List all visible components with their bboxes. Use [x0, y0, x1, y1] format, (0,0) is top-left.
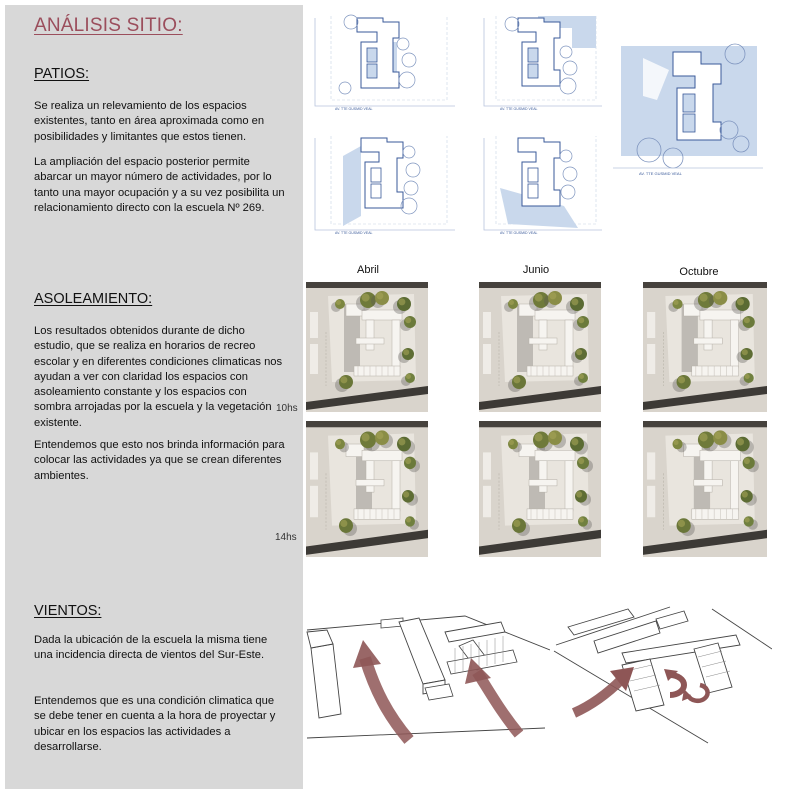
month-label-abril: Abril: [356, 264, 379, 276]
month-label-junio: Junio: [522, 264, 550, 276]
street-label: AV. TTE GUSMID VEAL: [500, 231, 538, 235]
hour-label-14hs: 14hs: [275, 532, 297, 543]
hour-label-10hs: 10hs: [276, 403, 298, 414]
patios-plan-large: [603, 40, 769, 180]
sun-render-1-1: [479, 421, 601, 557]
vientos-heading: VIENTOS:: [34, 603, 102, 619]
wind-diagram-1: [305, 610, 550, 745]
patios-paragraph-1: Se realiza un relevamiento de los espacios existentes, tanto en área aproximada como en posibilidades y limitantes que estos tienen.: [34, 100, 265, 143]
patios-plan-3: [305, 132, 465, 238]
month-label-octubre: Octubre: [679, 266, 719, 278]
sun-render-1-2: [643, 421, 767, 557]
vientos-paragraph-2: Entendemos que es una condición climatica que se debe tener en cuenta a la hora de proyectar y ubicar en los espacios las actividades a desarrollarse.: [34, 695, 276, 753]
patios-paragraph-2: La ampliación del espacio posterior permite abarcar un mayor número de actividades, por lo tanto una mayor ocupación y a su vez posibilita un relacionamiento directo con la escuela Nº 269.: [34, 156, 285, 214]
patios-plan-1: [305, 8, 465, 114]
street-label: AV. TTE GUSMID VEAL: [335, 231, 373, 235]
street-label: AV. TTE GUSMID VEAL: [500, 107, 538, 111]
patios-heading: PATIOS:: [34, 66, 90, 82]
asoleamiento-heading: ASOLEAMIENTO:: [34, 291, 153, 307]
patios-plan-4: [478, 132, 608, 238]
street-label: AV. TTE GUSMID VEAL: [335, 107, 373, 111]
sun-render-1-0: [306, 421, 428, 557]
street-label: AV. TTE GUSMID VEAL: [639, 171, 682, 176]
patios-plan-2: [478, 8, 608, 114]
page-title: ANÁLISIS SITIO:: [34, 15, 183, 36]
sun-render-0-0: [306, 282, 428, 412]
asoleamiento-paragraph-1: Los resultados obtenidos durante de dicho estudio, que se realiza en horarios de recreo escolar y en diferentes condiciones climaticas nos ayudan a ver con claridad los espacios con asoleamiento constante y los espacios con sombra arrojadas por la escuela y la vegetación existente.: [34, 325, 283, 429]
sun-render-0-1: [479, 282, 601, 412]
wind-diagram-2: [552, 605, 772, 745]
vientos-paragraph-1: Dada la ubicación de la escuela la misma tiene una incidencia directa de vientos del Sur-Este.: [34, 634, 268, 662]
sun-render-0-2: [643, 282, 767, 412]
asoleamiento-paragraph-2: Entendemos que esto nos brinda información para colocar las actividades ya que se crean diferentes ambientes.: [34, 439, 285, 482]
